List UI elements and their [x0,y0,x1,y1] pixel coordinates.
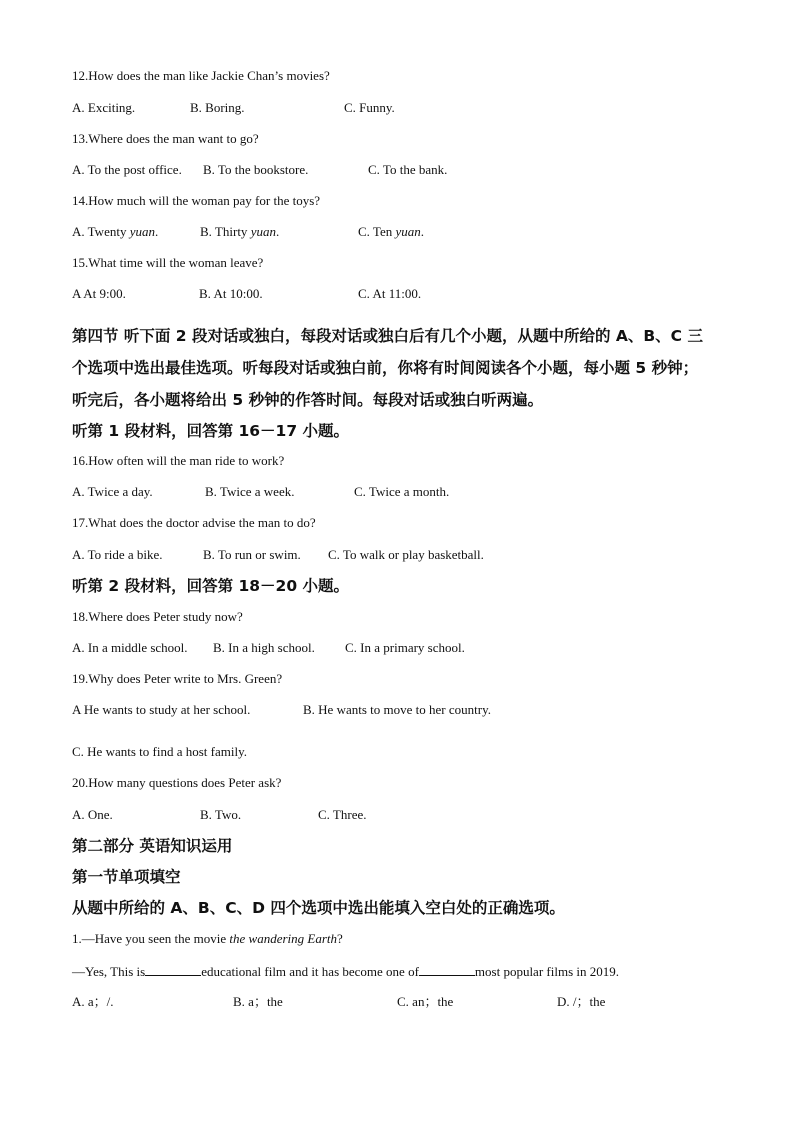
question-18-option-a: A. In a middle school. [72,640,188,655]
question-15-option-b: B. At 10:00. [199,286,263,301]
question-18-stem: 18.Where does Peter study now? [72,609,243,624]
question-19-option-c: C. He wants to find a host family. [72,744,247,759]
question-17-stem: 17.What does the doctor advise the man to do? [72,515,316,530]
part-2-heading: 第二部分 英语知识运用 [72,837,233,855]
question-18-option-b: B. In a high school. [213,640,315,655]
question-14-stem: 14.How much will the woman pay for the toys? [72,193,321,208]
question-20-option-b: B. Two. [200,807,242,822]
question-15-option-c: C. At 11:00. [358,286,422,301]
question-12-option-c: C. Funny. [344,100,395,115]
question-13-option-b: B. To the bookstore. [203,162,309,177]
question-19-option-a: A He wants to study at her school. [72,702,251,717]
question-13-stem: 13.Where does the man want to go? [72,131,259,146]
question-12-option-a: A. Exciting. [72,100,136,115]
question-17-option-a: A. To ride a bike. [72,547,163,562]
question-14-option-c: C. Ten yuan. [358,224,425,239]
question-16-option-a: A. Twice a day. [72,484,153,499]
question-17-option-b: B. To run or swim. [203,547,301,562]
question-16-option-c: C. Twice a month. [354,484,450,499]
movie-title: the wandering Earth [229,931,338,946]
question-15-stem: 15.What time will the woman leave? [72,255,264,270]
material-2-heading: 听第 2 段材料，回答第 18－20 小题。 [72,577,350,595]
material-1-heading: 听第 1 段材料，回答第 16－17 小题。 [72,422,350,440]
question-12-stem: 12.How does the man like Jackie Chan’s movies? [72,68,330,83]
question-20-option-a: A. One. [72,807,113,822]
question-17-option-c: C. To walk or play basketball. [328,547,484,562]
question-1-answer-line: —Yes, This is educational film and it has become one of most popular films in 2019. [72,964,619,979]
question-20-option-c: C. Three. [318,807,367,822]
section-4-instruction-line-2: 个选项中选出最佳选项。听每段对话或独白前，你将有时间阅读各个小题，每小题 5 秒钟； [72,359,699,377]
question-1-option-b: B. a；the [233,994,283,1009]
question-14-option-b: B. Thirty yuan. [200,224,280,239]
answer-blank-2 [419,963,475,976]
question-19-stem: 19.Why does Peter write to Mrs. Green? [72,671,283,686]
section-4-instruction-line-3: 听完后，各小题将给出 5 秒钟的作答时间。每段对话或独白听两遍。 [72,391,544,409]
question-15-option-a: A At 9:00. [72,286,126,301]
question-13-option-c: C. To the bank. [368,162,448,177]
question-1-stem: 1.—Have you seen the movie the wandering Earth? [72,931,343,946]
question-16-stem: 16.How often will the man ride to work? [72,453,285,468]
part-2-instruction: 从题中所给的 A、B、C、D 四个选项中选出能填入空白处的正确选项。 [72,899,565,917]
question-1-option-c: C. an；the [397,994,454,1009]
question-18-option-c: C. In a primary school. [345,640,465,655]
section-1-heading: 第一节单项填空 [72,868,181,886]
question-20-stem: 20.How many questions does Peter ask? [72,775,282,790]
question-14-option-a: A. Twenty yuan. [72,224,159,239]
question-13-option-a: A. To the post office. [72,162,182,177]
answer-blank-1 [145,963,201,976]
section-4-instruction-line-1: 第四节 听下面 2 段对话或独白，每段对话或独白后有几个小题，从题中所给的 A、B、C 三 [72,327,703,345]
question-12-option-b: B. Boring. [190,100,245,115]
question-1-option-d: D. /；the [557,994,606,1009]
question-1-option-a: A. a；/. [72,994,114,1009]
question-19-option-b: B. He wants to move to her country. [303,702,491,717]
question-16-option-b: B. Twice a week. [205,484,295,499]
